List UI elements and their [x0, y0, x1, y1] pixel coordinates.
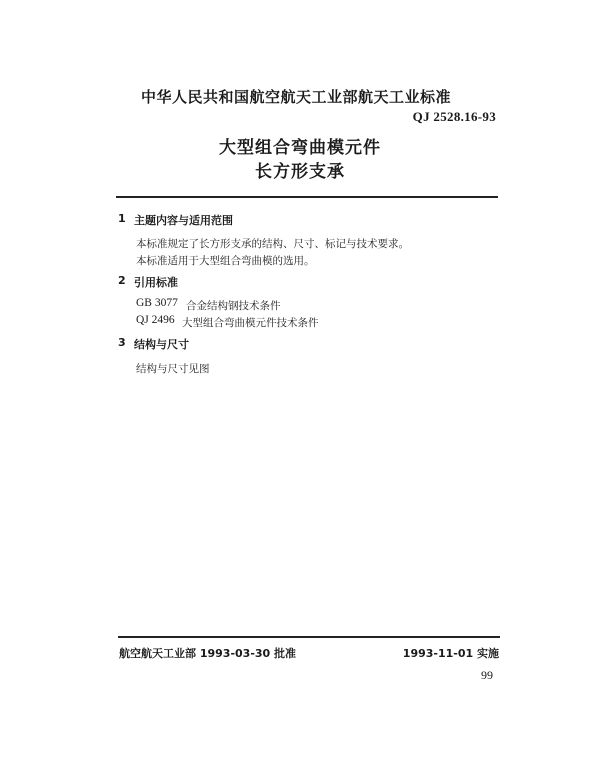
section-1-number: 1	[118, 212, 126, 225]
section-3-paragraph: 结构与尺寸见图	[136, 363, 210, 375]
header-divider	[116, 196, 498, 198]
section-3-title: 结构与尺寸	[134, 338, 189, 351]
issuing-organization: 中华人民共和国航空航天工业部航天工业标准	[141, 88, 452, 106]
approval-date: 航空航天工业部 1993-03-30 批准	[119, 647, 297, 660]
page-number: 99	[481, 668, 493, 682]
section-2-title: 引用标准	[134, 276, 178, 289]
implementation-date: 1993-11-01 实施	[402, 647, 499, 660]
footer-divider	[118, 636, 500, 638]
section-2-number: 2	[118, 274, 126, 287]
section-1-paragraph: 本标准规定了长方形支承的结构、尺寸、标记与技术要求。	[136, 238, 409, 250]
section-1-title: 主题内容与适用范围	[134, 214, 233, 227]
reference-code: QJ 2496	[136, 314, 175, 326]
document-subtitle: 长方形支承	[255, 162, 345, 182]
reference-code: GB 3077	[136, 297, 178, 309]
standard-code: QJ 2528.16-93	[412, 109, 496, 124]
section-3-number: 3	[118, 336, 126, 349]
section-1-paragraph: 本标准适用于大型组合弯曲模的选用。	[136, 255, 315, 267]
document-title: 大型组合弯曲模元件	[219, 138, 381, 158]
reference-name: 大型组合弯曲模元件技术条件	[182, 317, 319, 329]
reference-name: 合金结构钢技术条件	[186, 300, 281, 312]
